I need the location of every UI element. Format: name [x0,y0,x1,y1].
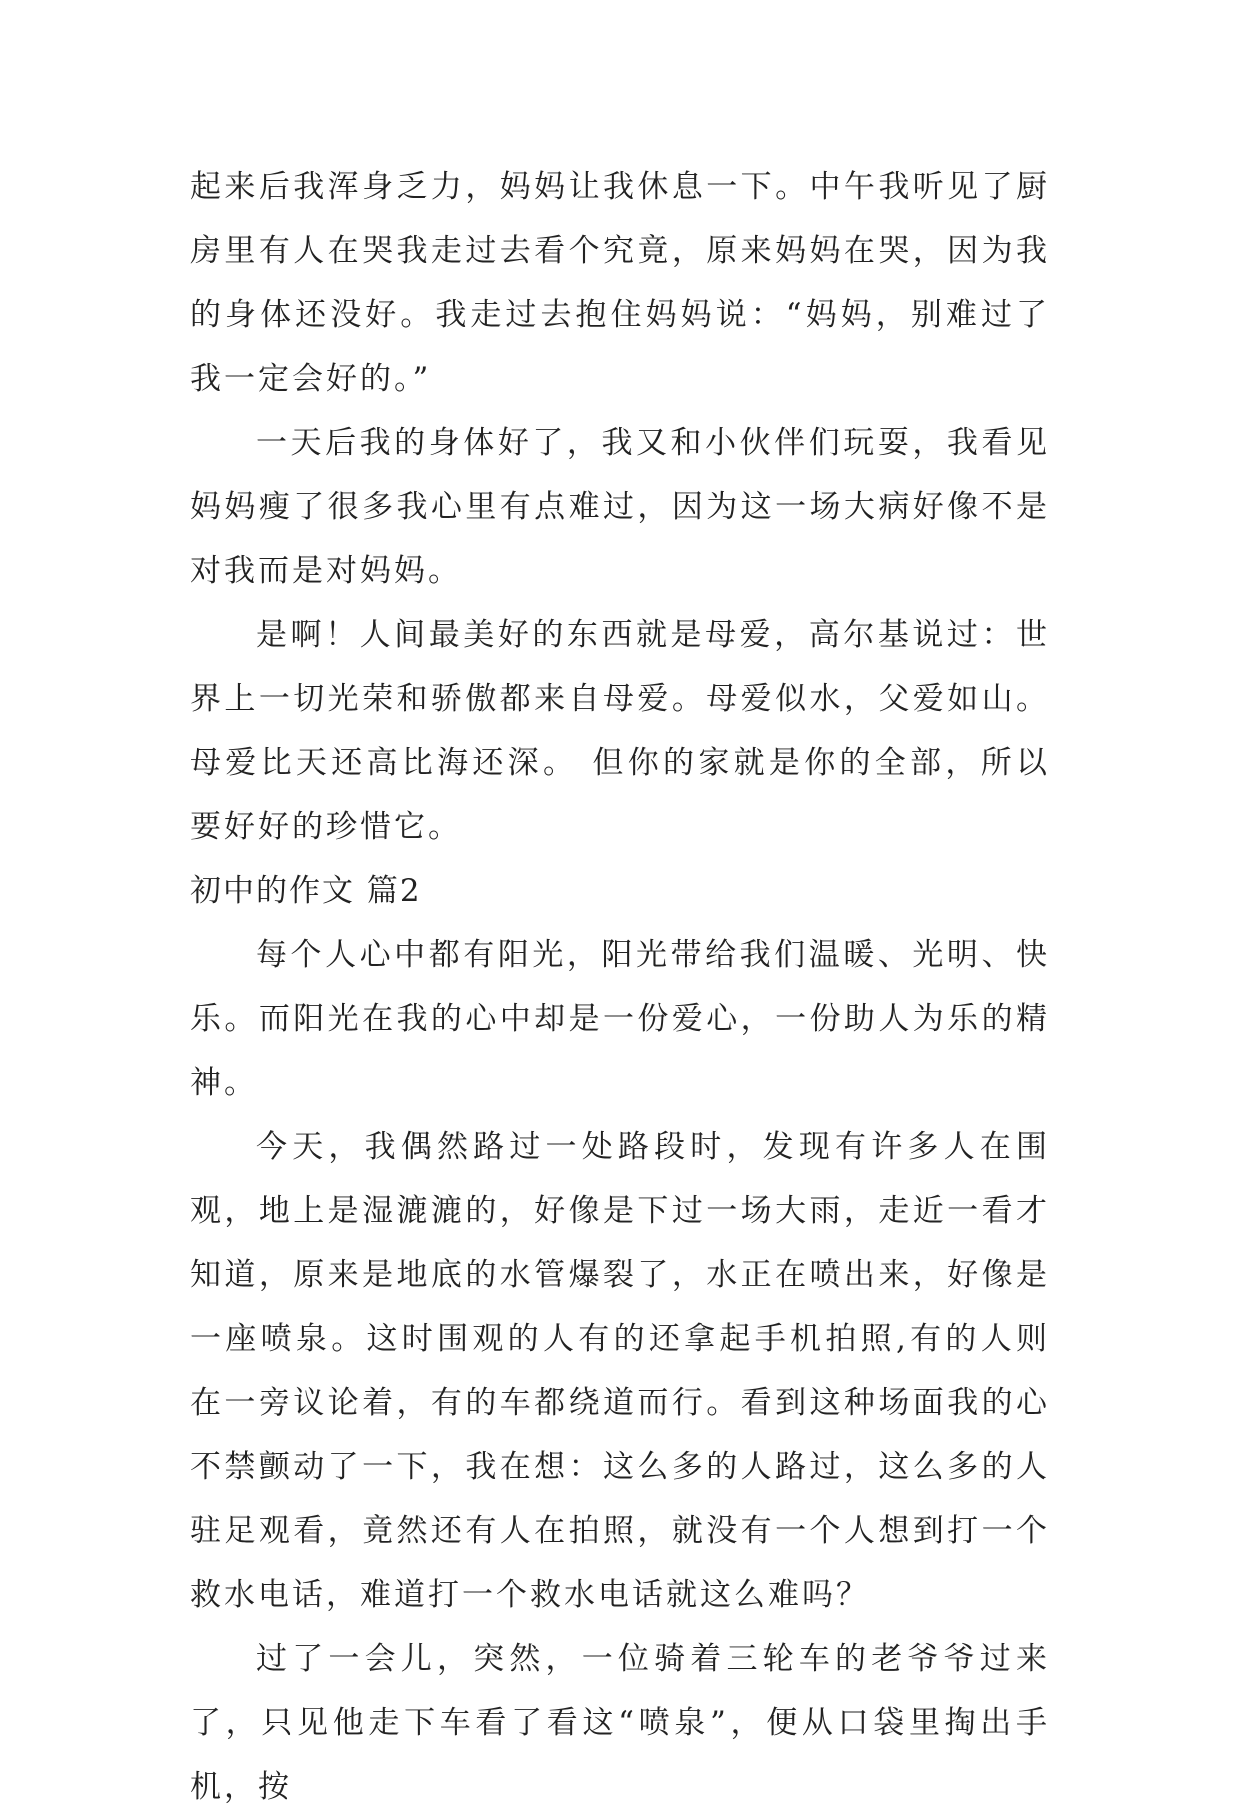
paragraph-continuation: 起来后我浑身乏力，妈妈让我休息一下。中午我听见了厨房里有人在哭我走过去看个究竟，原来妈妈在哭，因为我的身体还没好。我走过去抱住妈妈说：“妈妈，别难过了我一定会好的。” [190,169,1050,397]
section-heading: 初中的作文 篇2 [190,873,422,909]
document-page [190,155,1050,1819]
paragraph: 过了一会儿，突然，一位骑着三轮车的老爷爷过来了，只见他走下车看了看这“喷泉”，便从口袋里掏出手机，按 [190,1641,1050,1805]
paragraph: 今天，我偶然路过一处路段时，发现有许多人在围观，地上是湿漉漉的，好像是下过一场大雨，走近一看才知道，原来是地底的水管爆裂了，水正在喷出来，好像是一座喷泉。这时围观的人有的还拿起手机拍照,有的人则在一旁议论着，有的车都绕道而行。看到这种场面我的心不禁颤动了一下，我在想：这么多的人路过，这么多的人驻足观看，竟然还有人在拍照，就没有一个人想到打一个救水电话，难道打一个救水电话就这么难吗？ [190,1129,1050,1613]
paragraph: 是啊！人间最美好的东西就是母爱，高尔基说过：世界上一切光荣和骄傲都来自母爱。母爱似水，父爱如山。母爱比天还高比海还深。 但你的家就是你的全部，所以要好好的珍惜它。 [190,617,1050,845]
paragraph: 一天后我的身体好了，我又和小伙伴们玩耍，我看见妈妈瘦了很多我心里有点难过，因为这一场大病好像不是对我而是对妈妈。 [190,425,1050,589]
paragraph: 每个人心中都有阳光，阳光带给我们温暖、光明、快乐。而阳光在我的心中却是一份爱心，一份助人为乐的精神。 [190,937,1050,1101]
